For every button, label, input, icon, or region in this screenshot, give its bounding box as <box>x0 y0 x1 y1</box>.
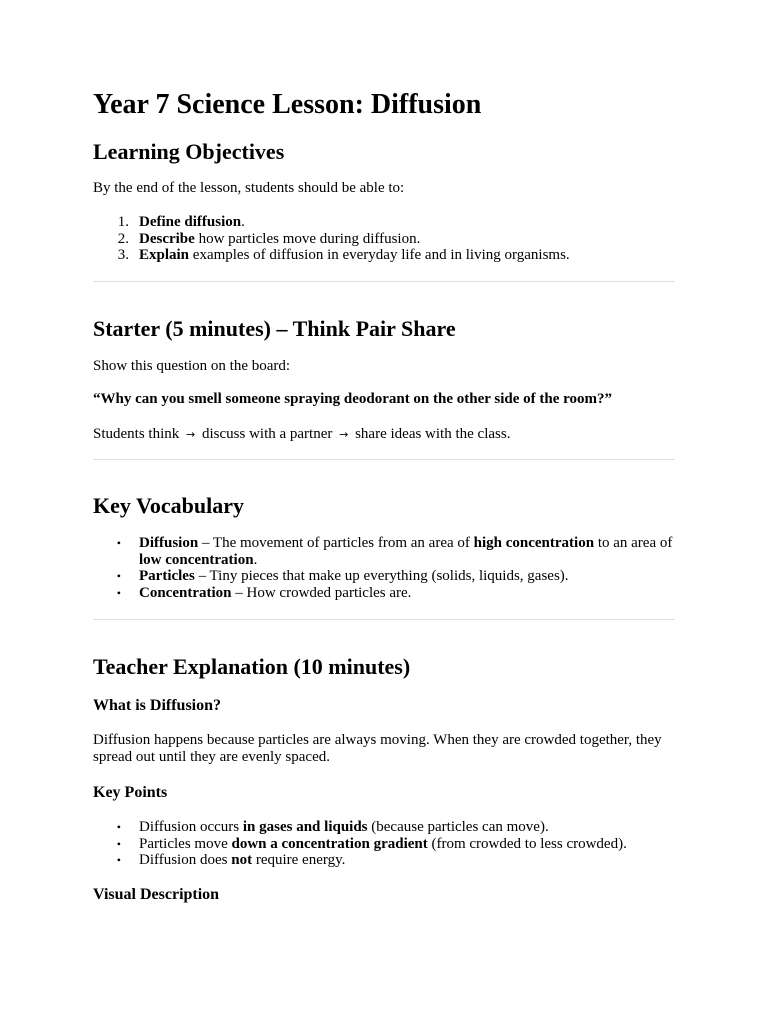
starter-instruction: Show this question on the board: <box>93 358 291 374</box>
bullet-icon: • <box>116 853 121 868</box>
objectives-heading: Learning Objectives <box>93 139 285 164</box>
key-point-text: Diffusion does <box>139 852 232 869</box>
vocab-term: Diffusion <box>139 535 199 551</box>
vocab-term: Concentration <box>139 585 232 602</box>
section-divider <box>93 619 675 620</box>
arrow-right-icon: → <box>339 428 349 441</box>
objectives-list <box>93 214 675 264</box>
bullet-icon: • <box>116 836 121 851</box>
starter-heading: Starter (5 minutes) – Think Pair Share <box>93 316 456 341</box>
what-is-diffusion-heading: What is Diffusion? <box>93 697 222 714</box>
list-number: 1. <box>117 214 129 230</box>
list-item <box>93 585 675 602</box>
objective-verb: Describe <box>139 230 195 247</box>
starter-question <box>93 391 612 408</box>
key-point-text: (because particles can move). <box>367 819 549 835</box>
what-is-diffusion-text: Diffusion happens because particles are always moving. When they are crowded together, they spread out until they are evenly spaced. <box>93 732 662 765</box>
vocab-emphasis: low concentration <box>139 551 254 568</box>
starter-flow <box>93 426 510 443</box>
key-point-text: Particles move <box>139 835 232 852</box>
explanation-heading: Teacher Explanation (10 minutes) <box>93 654 411 679</box>
list-item <box>93 247 675 264</box>
list-item <box>93 231 675 248</box>
list-item <box>93 535 675 568</box>
list-number: 2. <box>117 230 129 247</box>
vocab-term: Particles <box>139 568 195 585</box>
objective-text: how particles move during diffusion. <box>194 230 421 247</box>
list-number: 3. <box>117 247 129 264</box>
vocab-definition: – How crowded particles are. <box>231 585 412 602</box>
vocabulary-heading: Key Vocabulary <box>93 493 244 518</box>
flow-step: Students think <box>93 426 180 442</box>
key-point-emphasis: down a concentration gradient <box>231 835 428 852</box>
vocab-definition: – Tiny pieces that make up everything (solids, liquids, gases). <box>194 568 569 585</box>
key-point-text: require energy. <box>252 852 346 869</box>
key-point-text: (from crowded to less crowded). <box>427 835 627 852</box>
bullet-icon: • <box>116 820 121 834</box>
key-point-emphasis: in gases and liquids <box>242 819 368 835</box>
list-item <box>93 836 675 853</box>
list-item <box>93 568 675 585</box>
list-item <box>93 852 675 869</box>
vocab-emphasis: high concentration <box>473 535 595 551</box>
section-divider <box>93 459 675 460</box>
arrow-right-icon: → <box>186 428 196 441</box>
vocab-definition: to an area of <box>594 535 673 551</box>
key-points-heading: Key Points <box>93 784 168 801</box>
objective-verb: Explain <box>139 247 190 264</box>
vocab-definition: . <box>253 551 258 568</box>
bullet-icon: • <box>116 536 121 550</box>
starter-question-text: “Why can you smell someone spraying deodorant on the other side of the room?” <box>93 391 613 407</box>
key-point-emphasis: not <box>231 852 253 869</box>
key-point-text: Diffusion occurs <box>139 819 243 835</box>
section-divider <box>93 281 675 282</box>
objective-text: examples of diffusion in everyday life and in living organisms. <box>189 247 570 264</box>
visual-description-heading: Visual Description <box>93 886 220 903</box>
bullet-icon: • <box>116 569 121 584</box>
list-item <box>93 214 675 231</box>
key-points-list <box>93 819 675 869</box>
objectives-intro: By the end of the lesson, students should be able to: <box>93 180 405 196</box>
vocab-definition: – The movement of particles from an area of <box>198 535 474 551</box>
bullet-icon: • <box>116 586 121 601</box>
objective-verb: Define diffusion <box>139 214 242 230</box>
flow-step: discuss with a partner <box>201 426 333 442</box>
objective-text: . <box>241 214 245 230</box>
flow-step: share ideas with the class. <box>355 426 511 442</box>
page-title: Year 7 Science Lesson: Diffusion <box>93 89 482 120</box>
vocabulary-list <box>93 535 675 602</box>
list-item <box>93 819 675 836</box>
